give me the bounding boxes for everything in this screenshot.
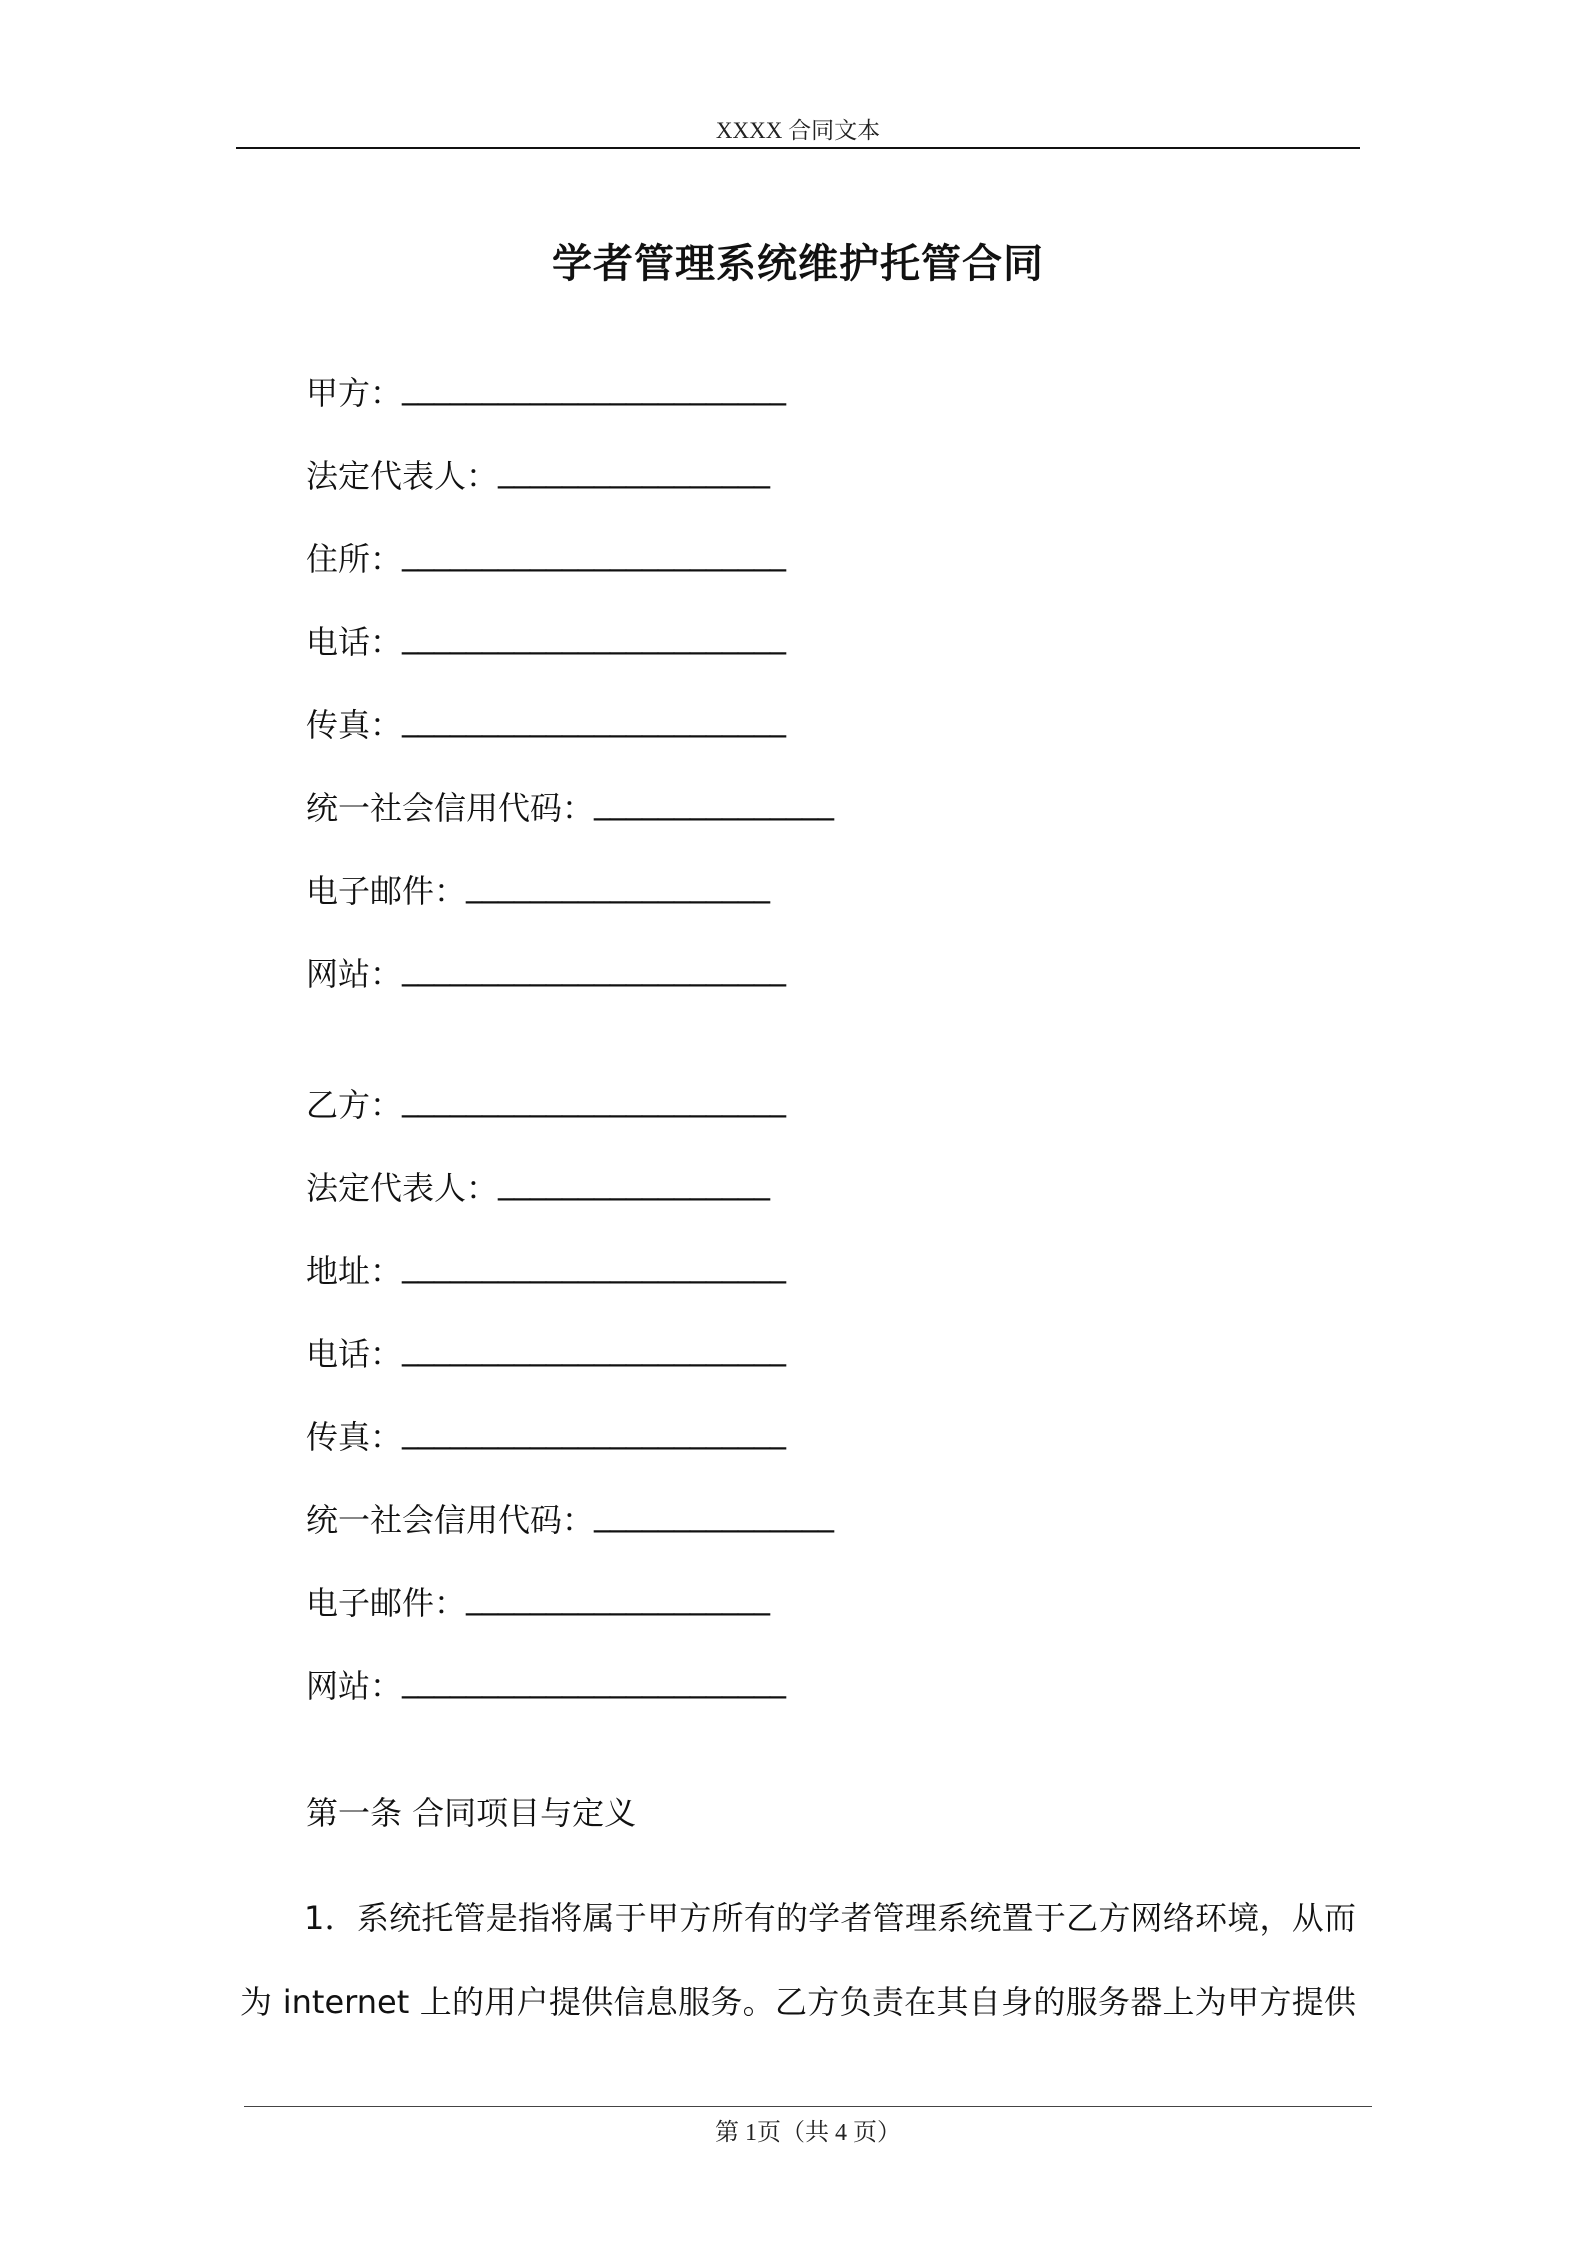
document-title: 学者管理系统维护托管合同	[552, 241, 1044, 287]
paragraph-line: 为 internet 上的用户提供信息服务。乙方负责在其自身的服务器上为甲方提供	[240, 1983, 1356, 2021]
fill-in-blank[interactable]: _______________	[594, 1495, 835, 1533]
fill-in-blank[interactable]: ________________________	[402, 368, 787, 406]
field-label: 电话：	[306, 623, 403, 661]
fill-in-blank[interactable]: ________________________	[402, 700, 787, 738]
party-a-credit-code-row	[306, 783, 1206, 866]
party-a-fax-row	[306, 700, 1206, 783]
field-label: 乙方：	[306, 1086, 403, 1124]
fill-in-blank[interactable]: ________________________	[402, 1412, 787, 1450]
field-label: 统一社会信用代码：	[306, 789, 595, 827]
party-a-email-row	[306, 866, 1206, 949]
fill-in-blank[interactable]: ___________________	[466, 866, 771, 904]
field-label: 电子邮件：	[306, 1584, 467, 1622]
field-label: 法定代表人：	[306, 1169, 499, 1207]
fill-in-blank[interactable]: ________________________	[402, 534, 787, 572]
field-label: 法定代表人：	[306, 457, 499, 495]
body-paragraph	[240, 1876, 1356, 2044]
field-label: 住所：	[306, 540, 403, 578]
fill-in-blank[interactable]: ________________________	[402, 1080, 787, 1118]
fill-in-blank[interactable]: _______________	[594, 783, 835, 821]
page-header: XXXX 合同文本	[715, 118, 881, 143]
paragraph-line: 1．系统托管是指将属于甲方所有的学者管理系统置于乙方网络环境，从而	[304, 1899, 1356, 1937]
party-b-fax-row	[306, 1412, 1206, 1495]
page-footer: 第 1页（共 4 页）	[715, 2120, 901, 2146]
party-a-address-row	[306, 534, 1206, 617]
party-b-legal-rep-row	[306, 1163, 1206, 1246]
fill-in-blank[interactable]: ___________________	[466, 1578, 771, 1616]
fill-in-blank[interactable]: ________________________	[402, 949, 787, 987]
field-label: 网站：	[306, 1667, 403, 1705]
field-label: 电话：	[306, 1335, 403, 1373]
fill-in-blank[interactable]: ________________________	[402, 1329, 787, 1367]
party-b-address-row	[306, 1246, 1206, 1329]
party-b-website-row	[306, 1661, 1206, 1744]
field-label: 甲方：	[306, 374, 403, 412]
fill-in-blank[interactable]: ________________________	[402, 1661, 787, 1699]
party-b-email-row	[306, 1578, 1206, 1661]
fill-in-blank[interactable]: ________________________	[402, 617, 787, 655]
party-b-name-row	[306, 1080, 1206, 1163]
party-b-block	[306, 1080, 1206, 1744]
footer-divider	[244, 2106, 1372, 2107]
field-label: 传真：	[306, 1418, 403, 1456]
party-b-phone-row	[306, 1329, 1206, 1412]
party-a-name-row	[306, 368, 1206, 451]
field-label: 传真：	[306, 706, 403, 744]
header-divider	[236, 147, 1360, 149]
fill-in-blank[interactable]: ________________________	[402, 1246, 787, 1284]
field-label: 统一社会信用代码：	[306, 1501, 595, 1539]
field-label: 地址：	[306, 1252, 403, 1290]
field-label: 电子邮件：	[306, 872, 467, 910]
party-b-credit-code-row	[306, 1495, 1206, 1578]
party-a-legal-rep-row	[306, 451, 1206, 534]
section-heading: 第一条 合同项目与定义	[306, 1794, 637, 1832]
party-a-phone-row	[306, 617, 1206, 700]
fill-in-blank[interactable]: _________________	[498, 1163, 771, 1201]
field-label: 网站：	[306, 955, 403, 993]
fill-in-blank[interactable]: _________________	[498, 451, 771, 489]
party-a-website-row	[306, 949, 1206, 1032]
party-a-block	[306, 368, 1206, 1032]
